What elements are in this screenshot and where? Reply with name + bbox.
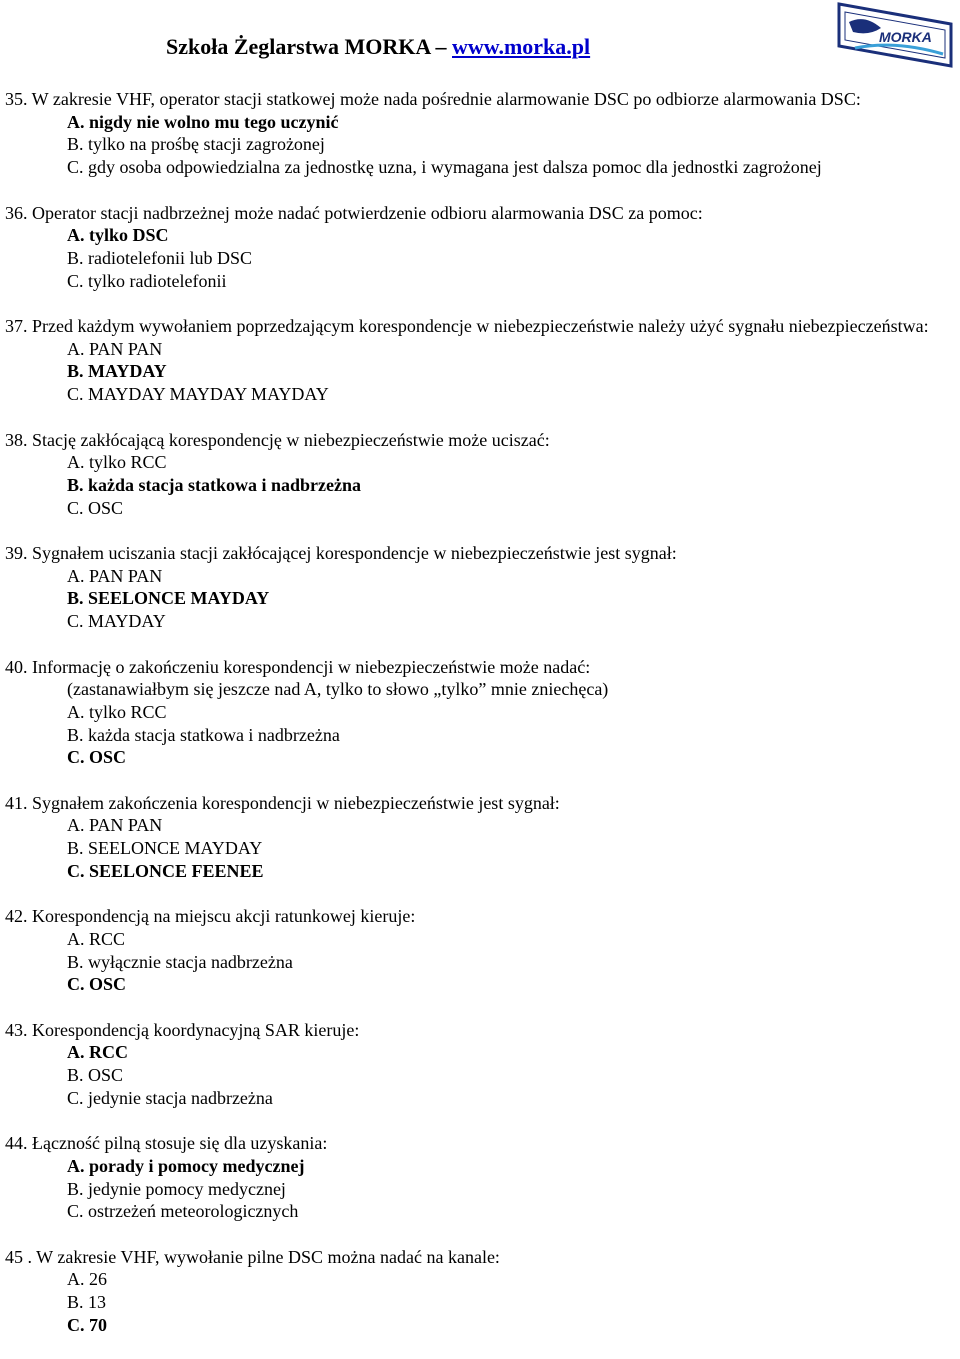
answer-option: B. każda stacja statkowa i nadbrzeżna [67, 724, 340, 745]
answer-option: A. PAN PAN [67, 565, 163, 586]
answer-option-correct: B. MAYDAY [67, 361, 167, 382]
question-text: 43. Korespondencją koordynacyjną SAR kieruje: [5, 1019, 360, 1040]
question-text: 44. Łączność pilną stosuje się dla uzyskania: [5, 1133, 328, 1154]
school-name: Szkoła Żeglarstwa MORKA – [166, 34, 447, 59]
question-block [5, 905, 955, 996]
answer-option: B. jedynie pomocy medycznej [67, 1178, 286, 1199]
answer-option-correct: A. porady i pomocy medycznej [67, 1155, 305, 1176]
answer-option: C. MAYDAY [67, 611, 166, 632]
answer-option: B. 13 [67, 1292, 107, 1313]
answer-option-correct: A. RCC [67, 1042, 128, 1063]
question-note: (zastanawiałbym się jeszcze nad A, tylko to słowo „tylko” mnie zniechęca) [67, 679, 609, 700]
question-text: 37. Przed każdym wywołaniem poprzedzającym korespondencje w niebezpieczeństwie należy użyć sygnału niebezpieczeństwa: [5, 316, 929, 336]
answer-option: A. RCC [67, 928, 126, 949]
answer-option: C. OSC [67, 497, 124, 518]
question-text: 41. Sygnałem zakończenia korespondencji w niebezpieczeństwie jest sygnał: [5, 792, 560, 813]
answer-option-correct: B. SEELONCE MAYDAY [67, 588, 270, 609]
answer-option: C. jedynie stacja nadbrzeżna [67, 1087, 273, 1108]
question-text: 35. W zakresie VHF, operator stacji statkowej może nada pośrednie alarmowanie DSC po odbiorze alarmowania DSC: [5, 89, 861, 109]
question-text: 42. Korespondencją na miejscu akcji ratunkowej kieruje: [5, 906, 416, 927]
answer-option: B. OSC [67, 1065, 124, 1086]
answer-option-correct: C. OSC [67, 974, 127, 995]
answer-option: B. radiotelefonii lub DSC [67, 247, 252, 268]
question-text: 40. Informację o zakończeniu korespondencji w niebezpieczeństwie może nadać: [5, 656, 591, 677]
question-text: 39. Sygnałem uciszania stacji zakłócającej korespondencje w niebezpieczeństwie jest sygnał: [5, 543, 677, 563]
answer-option-correct: B. każda stacja statkowa i nadbrzeżna [67, 474, 362, 495]
answer-option: A. PAN PAN [67, 815, 163, 836]
question-block [5, 88, 955, 179]
website-link[interactable]: www.morka.pl [452, 34, 591, 59]
question-text: 36. Operator stacji nadbrzeżnej może nadać potwierdzenie odbioru alarmowania DSC za pomoc: [5, 202, 703, 223]
logo-text: MORKA [879, 29, 932, 45]
question-block [5, 1132, 955, 1223]
answer-option: A. PAN PAN [67, 338, 163, 359]
answer-option-correct: A. nigdy nie wolno mu tego uczynić [67, 111, 339, 132]
question-text: 38. Stację zakłócającą korespondencję w niebezpieczeństwie może uciszać: [5, 429, 550, 450]
question-block [5, 429, 955, 520]
question-block [5, 1019, 955, 1110]
answer-option-correct: A. tylko DSC [67, 225, 169, 246]
answer-option: C. ostrzeżeń meteorologicznych [67, 1201, 299, 1222]
question-block [5, 542, 955, 633]
answer-option: C. tylko radiotelefonii [67, 270, 227, 291]
question-block [5, 1246, 955, 1337]
answer-option-correct: C. OSC [67, 747, 127, 768]
page-header-title [166, 34, 590, 60]
answer-option: C. gdy osoba odpowiedzialna za jednostkę uzna, i wymagana jest dalsza pomoc dla jednostki zagrożonej [67, 157, 822, 178]
question-list [5, 88, 955, 1359]
answer-option: B. wyłącznie stacja nadbrzeżna [67, 951, 293, 972]
answer-option-correct: C. 70 [67, 1314, 107, 1335]
answer-option: C. MAYDAY MAYDAY MAYDAY [67, 384, 329, 405]
morka-logo [835, 2, 955, 68]
question-block [5, 656, 955, 770]
answer-option: A. tylko RCC [67, 701, 167, 722]
answer-option-correct: C. SEELONCE FEENEE [67, 860, 264, 881]
answer-option: A. tylko RCC [67, 452, 167, 473]
answer-option: A. 26 [67, 1269, 107, 1290]
question-block [5, 202, 955, 293]
question-block [5, 315, 955, 406]
answer-option: B. tylko na prośbę stacji zagrożonej [67, 134, 325, 155]
answer-option: B. SEELONCE MAYDAY [67, 838, 263, 859]
question-block [5, 792, 955, 883]
question-text: 45 . W zakresie VHF, wywołanie pilne DSC można nadać na kanale: [5, 1246, 500, 1267]
